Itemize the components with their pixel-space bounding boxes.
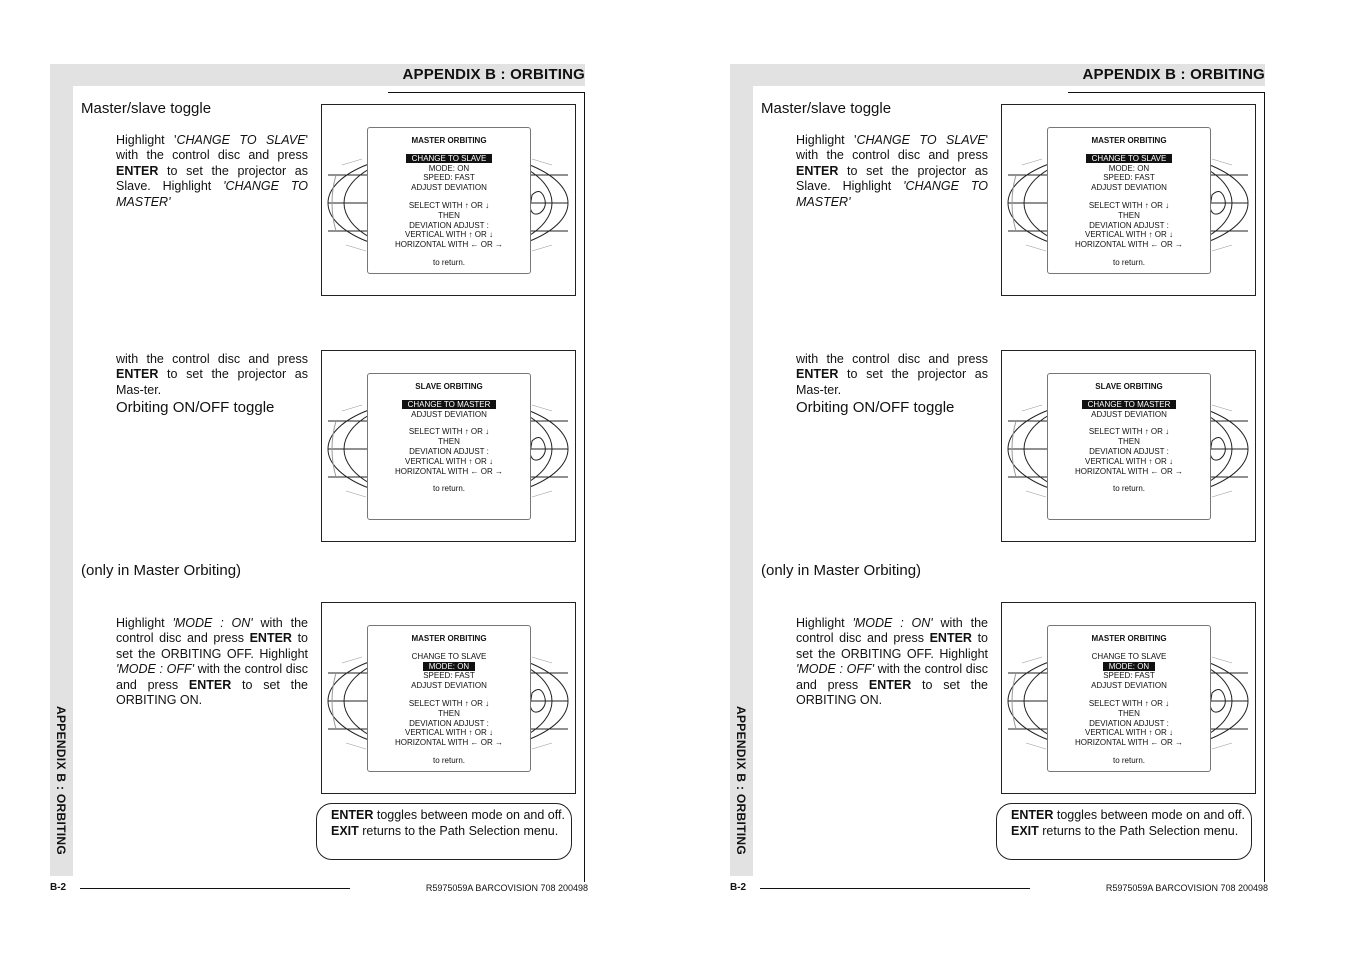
section-heading: (only in Master Orbiting)	[761, 562, 922, 579]
section-heading: Master/slave toggle	[761, 100, 892, 117]
menu-item-selected[interactable]: MODE: ON	[423, 662, 475, 671]
note-box: ENTER toggles between mode on and off. EXIT returns to the Path Selection menu.	[316, 803, 572, 860]
screenshot-master-mode	[1001, 602, 1256, 794]
screenshot-master-mode	[321, 602, 576, 794]
menu-help-line: VERTICAL WITH ↑ OR ↓	[1084, 230, 1173, 240]
menu-return-hint: to return.	[432, 484, 465, 494]
paragraph: with the control disc and press ENTER to set the projector as Mas-ter.	[116, 352, 308, 397]
menu-help-line: THEN	[1118, 708, 1140, 718]
page-left	[50, 0, 610, 954]
menu-help-line: SELECT WITH ↑ OR ↓	[408, 200, 490, 210]
menu-return-hint: to return.	[1112, 484, 1145, 494]
menu-item-selected[interactable]: MODE: ON	[1103, 662, 1155, 671]
paragraph: Highlight 'MODE : ON' with the control disc and press ENTER to set the ORBITING OFF. Highlight 'MODE : OFF' with the control disc and press ENTER to set the ORBITING ON.	[796, 616, 988, 708]
note-box: ENTER toggles between mode on and off. EXIT returns to the Path Selection menu.	[996, 803, 1252, 860]
menu-help-line: THEN	[1118, 210, 1140, 220]
footer-reference: R5975059A BARCOVISION 708 200498	[1105, 883, 1268, 893]
menu-help-line: HORIZONTAL WITH ← OR →	[395, 240, 503, 250]
menu-help-line: SELECT WITH ↑ OR ↓	[408, 427, 490, 437]
menu-item[interactable]: ADJUST DEVIATION	[1091, 409, 1167, 419]
paragraph: Highlight 'MODE : ON' with the control disc and press ENTER to set the ORBITING OFF. Highlight 'MODE : OFF' with the control disc and press ENTER to set the ORBITING ON.	[116, 616, 308, 708]
menu-title: SLAVE ORBITING	[1095, 382, 1163, 391]
divider	[584, 92, 585, 882]
page-header: APPENDIX B : ORBITING	[1082, 66, 1265, 83]
menu-help-line: VERTICAL WITH ↑ OR ↓	[404, 456, 493, 466]
osd-menu	[367, 625, 531, 772]
menu-help-line: VERTICAL WITH ↑ OR ↓	[1084, 728, 1173, 738]
menu-help-line: THEN	[438, 210, 460, 220]
menu-help-line: HORIZONTAL WITH ← OR →	[1075, 466, 1183, 476]
footer-reference: R5975059A BARCOVISION 708 200498	[425, 883, 588, 893]
page-right	[730, 0, 1290, 954]
section-heading: Orbiting ON/OFF toggle	[796, 399, 955, 416]
section-heading: Master/slave toggle	[81, 100, 212, 117]
menu-item[interactable]: ADJUST DEVIATION	[411, 681, 487, 691]
page-header: APPENDIX B : ORBITING	[402, 66, 585, 83]
menu-help-line: VERTICAL WITH ↑ OR ↓	[404, 728, 493, 738]
menu-item[interactable]: ADJUST DEVIATION	[411, 183, 487, 193]
menu-item-selected[interactable]: CHANGE TO MASTER	[402, 400, 497, 409]
menu-title: SLAVE ORBITING	[415, 382, 483, 391]
menu-item[interactable]: ADJUST DEVIATION	[1091, 681, 1167, 691]
menu-help-line: DEVIATION ADJUST :	[409, 220, 489, 230]
menu-help-line: SELECT WITH ↑ OR ↓	[408, 698, 490, 708]
menu-item[interactable]: ADJUST DEVIATION	[411, 409, 487, 419]
menu-help-line: THEN	[438, 708, 460, 718]
menu-item[interactable]: MODE: ON	[428, 163, 470, 173]
menu-title: MASTER ORBITING	[1091, 136, 1167, 145]
paragraph: Highlight 'CHANGE TO SLAVE' with the control disc and press ENTER to set the projector as Slave. Highlight 'CHANGE TO MASTER'	[116, 133, 309, 209]
menu-help-line: HORIZONTAL WITH ← OR →	[1075, 240, 1183, 250]
menu-help-line: DEVIATION ADJUST :	[409, 718, 489, 728]
menu-item[interactable]: SPEED: FAST	[423, 173, 475, 183]
menu-item-selected[interactable]: CHANGE TO MASTER	[1082, 400, 1177, 409]
menu-title: MASTER ORBITING	[411, 136, 487, 145]
menu-return-hint: to return.	[1112, 257, 1145, 267]
screenshot-master-orbiting	[1001, 104, 1256, 296]
menu-item-selected[interactable]: CHANGE TO SLAVE	[406, 154, 493, 163]
menu-help-line: THEN	[1118, 437, 1140, 447]
menu-help-line: HORIZONTAL WITH ← OR →	[1075, 738, 1183, 748]
menu-item[interactable]: ADJUST DEVIATION	[1091, 183, 1167, 193]
page-number: B-2	[730, 882, 747, 893]
section-heading: Orbiting ON/OFF toggle	[116, 399, 275, 416]
menu-item[interactable]: CHANGE TO SLAVE	[411, 651, 487, 661]
side-label: APPENDIX B : ORBITING	[54, 706, 68, 855]
menu-help-line: THEN	[438, 437, 460, 447]
screenshot-slave-orbiting	[1001, 350, 1256, 542]
osd-menu	[1047, 373, 1211, 520]
menu-item-selected[interactable]: CHANGE TO SLAVE	[1086, 154, 1173, 163]
divider	[1068, 92, 1265, 93]
menu-help-line: DEVIATION ADJUST :	[409, 446, 489, 456]
osd-menu	[1047, 127, 1211, 274]
menu-title: MASTER ORBITING	[411, 634, 487, 643]
footer-rule	[760, 888, 1030, 889]
menu-return-hint: to return.	[432, 755, 465, 765]
menu-item[interactable]: SPEED: FAST	[1103, 671, 1155, 681]
menu-help-line: VERTICAL WITH ↑ OR ↓	[404, 230, 493, 240]
menu-help-line: VERTICAL WITH ↑ OR ↓	[1084, 456, 1173, 466]
menu-help-line: HORIZONTAL WITH ← OR →	[395, 738, 503, 748]
menu-item[interactable]: SPEED: FAST	[1103, 173, 1155, 183]
footer-rule	[80, 888, 350, 889]
menu-help-line: DEVIATION ADJUST :	[1089, 220, 1169, 230]
osd-menu	[1047, 625, 1211, 772]
paragraph: Highlight 'CHANGE TO SLAVE' with the control disc and press ENTER to set the projector as Slave. Highlight 'CHANGE TO MASTER'	[796, 133, 989, 209]
menu-item[interactable]: MODE: ON	[1108, 163, 1150, 173]
menu-help-line: HORIZONTAL WITH ← OR →	[395, 466, 503, 476]
screenshot-master-orbiting	[321, 104, 576, 296]
menu-help-line: SELECT WITH ↑ OR ↓	[1088, 427, 1170, 437]
page-number: B-2	[50, 882, 67, 893]
osd-menu	[367, 373, 531, 520]
screenshot-slave-orbiting	[321, 350, 576, 542]
side-label: APPENDIX B : ORBITING	[734, 706, 748, 855]
osd-menu	[367, 127, 531, 274]
section-heading: (only in Master Orbiting)	[81, 562, 242, 579]
menu-help-line: DEVIATION ADJUST :	[1089, 718, 1169, 728]
menu-return-hint: to return.	[432, 257, 465, 267]
menu-item[interactable]: CHANGE TO SLAVE	[1091, 651, 1167, 661]
menu-help-line: DEVIATION ADJUST :	[1089, 446, 1169, 456]
divider	[1264, 92, 1265, 882]
menu-help-line: SELECT WITH ↑ OR ↓	[1088, 698, 1170, 708]
paragraph: with the control disc and press ENTER to set the projector as Mas-ter.	[796, 352, 988, 397]
menu-return-hint: to return.	[1112, 755, 1145, 765]
divider	[388, 92, 585, 93]
menu-title: MASTER ORBITING	[1091, 634, 1167, 643]
menu-item[interactable]: SPEED: FAST	[423, 671, 475, 681]
menu-help-line: SELECT WITH ↑ OR ↓	[1088, 200, 1170, 210]
